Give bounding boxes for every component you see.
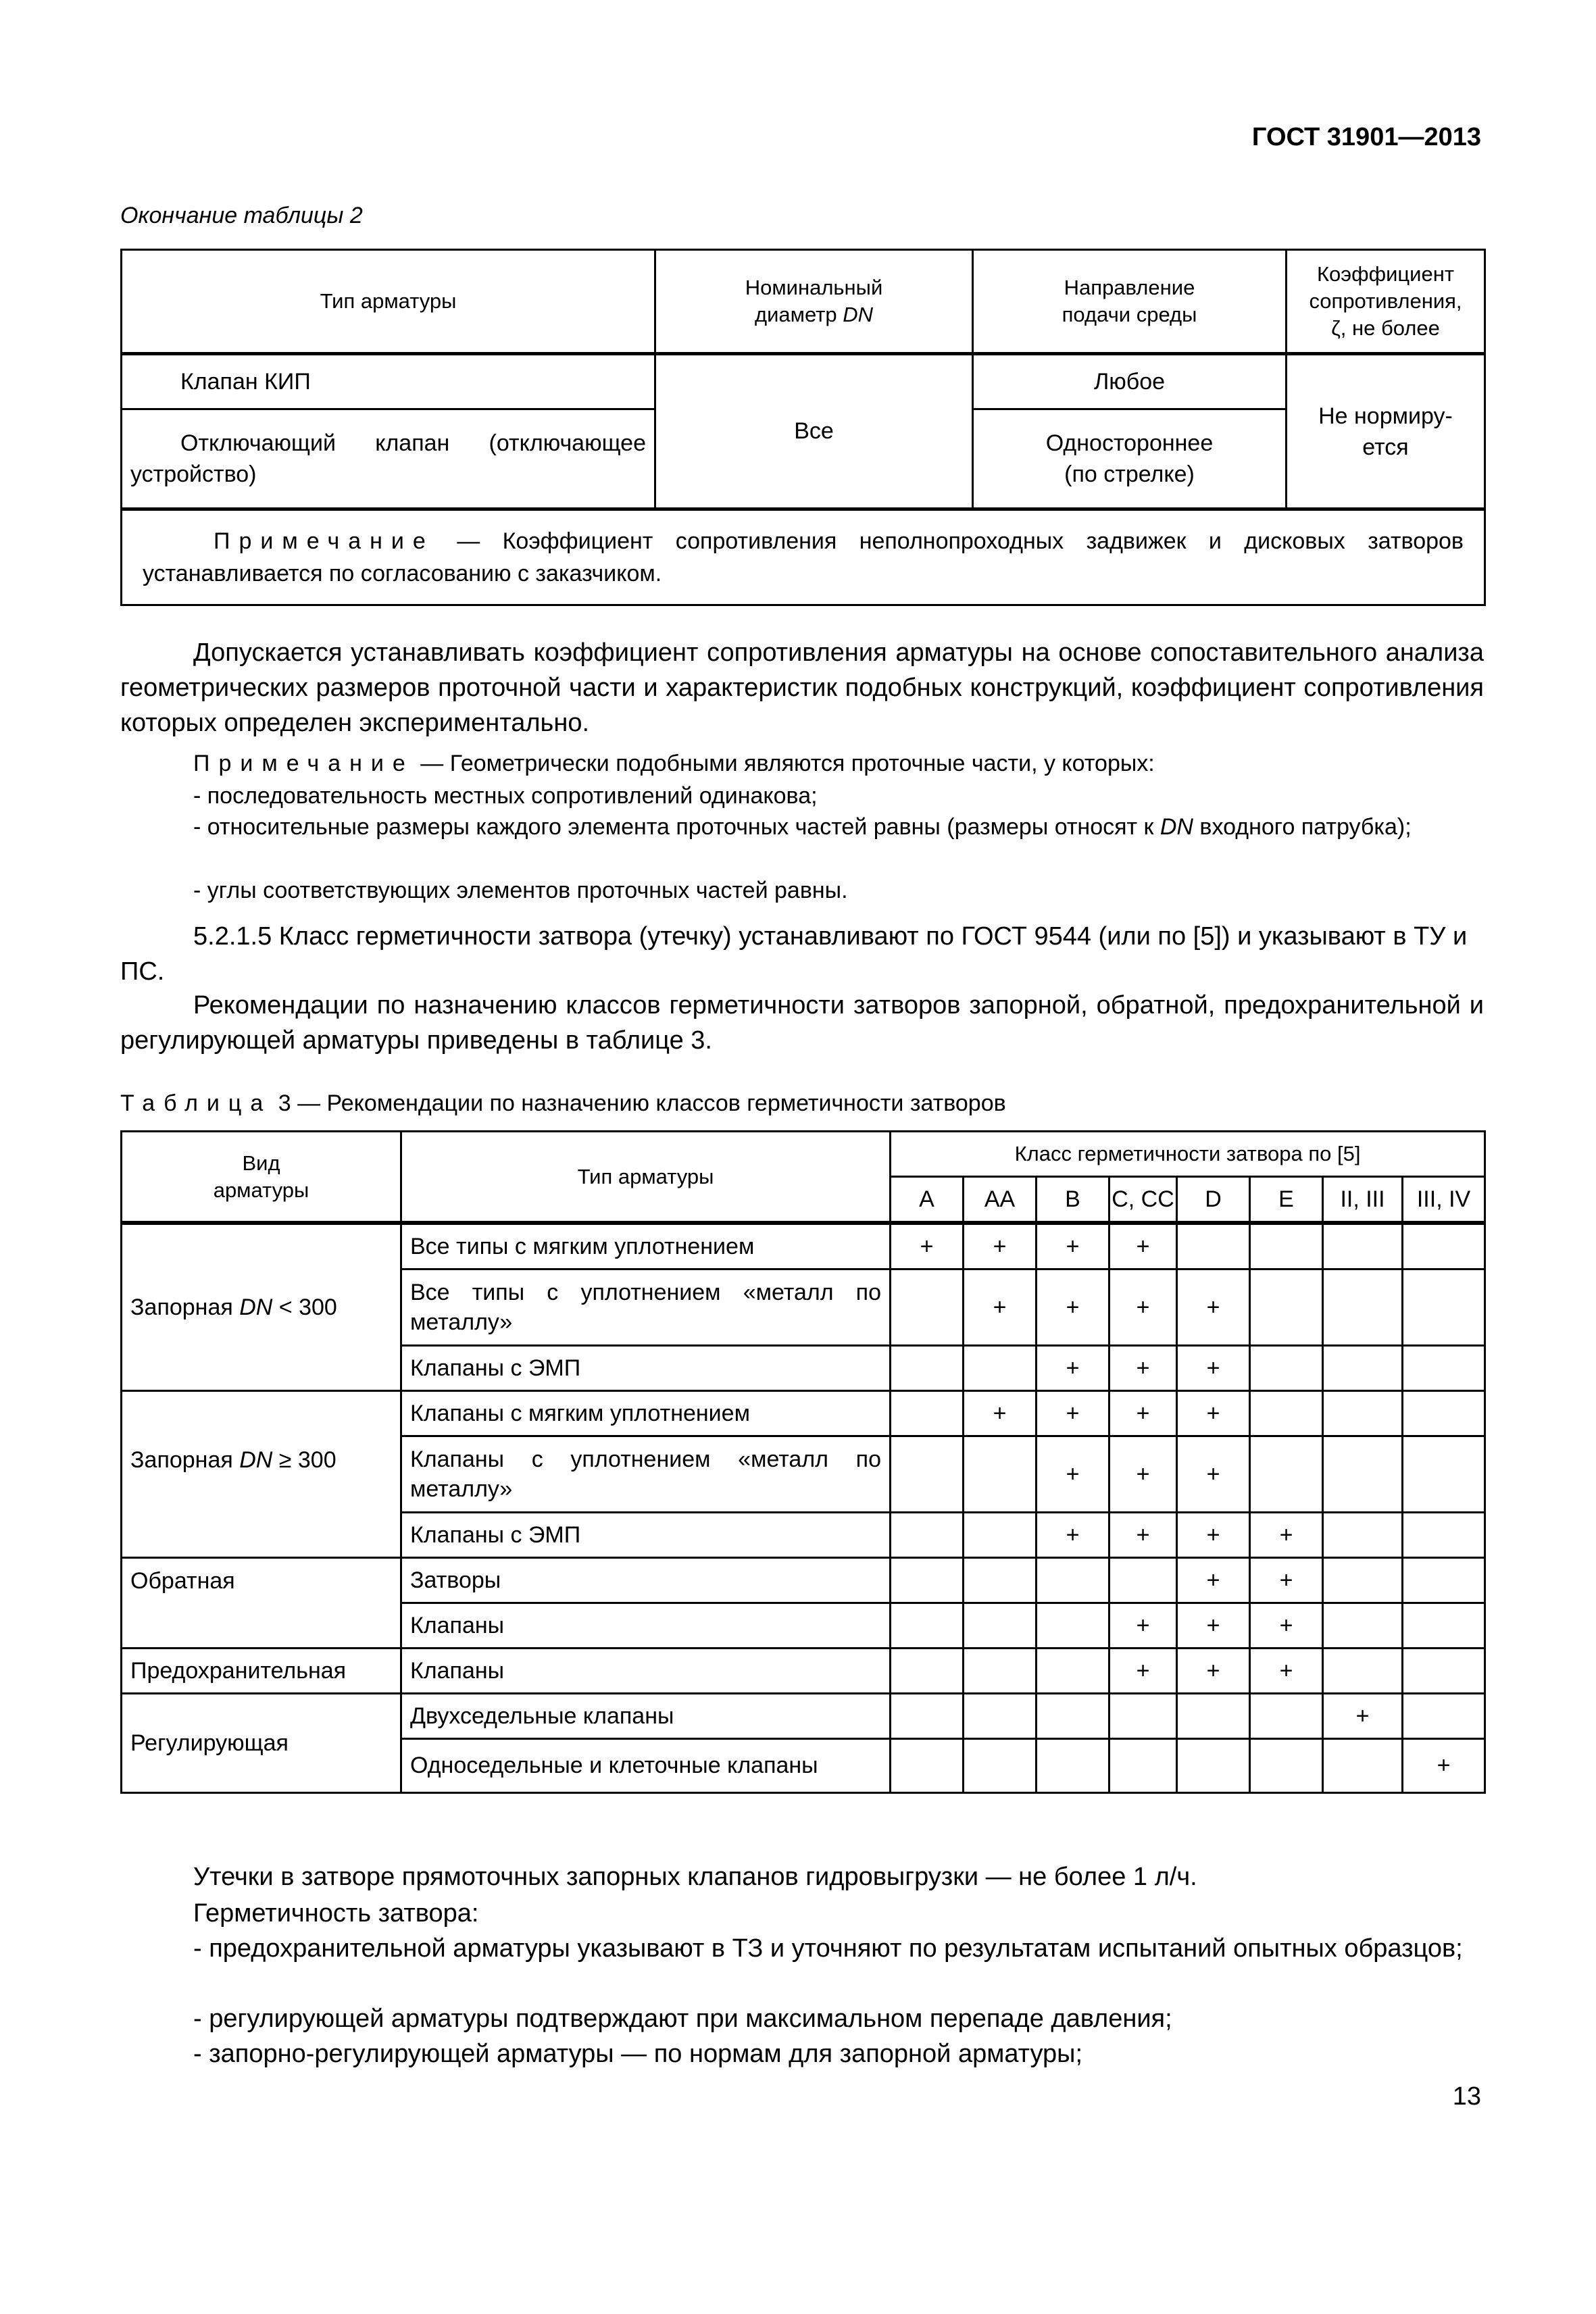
t3-row-type: Все типы с мягким уплотнением	[401, 1223, 891, 1269]
t3-mark	[1323, 1739, 1403, 1793]
paragraph-recommendations: Рекомендации по назначению классов герметичности затворов запорной, обратной, предохранительной и регулирующей арматуры приведены в таблице 3.	[120, 991, 1484, 1055]
table-3-caption: Таблица 3 — Рекомендации по назначению классов герметичности затворов	[120, 1090, 1006, 1116]
t3-mark: +	[1250, 1603, 1323, 1649]
t3-mark	[891, 1436, 964, 1513]
t3-mark	[1403, 1223, 1485, 1269]
t3-mark	[1403, 1436, 1485, 1513]
t3-row-type: Все типы с уплотнением «металл по металлу»	[401, 1269, 891, 1346]
t3-row-type: Двухседельные клапаны	[401, 1694, 891, 1739]
t3-mark: +	[1177, 1436, 1250, 1513]
t3-mark	[1250, 1436, 1323, 1513]
t3-mark	[1323, 1346, 1403, 1391]
t3-mark	[1037, 1603, 1109, 1649]
t3-mark	[964, 1513, 1037, 1558]
t3-row-type: Клапаны с ЭМП	[401, 1513, 891, 1558]
t3-mark	[1250, 1269, 1323, 1346]
t3-mark	[1037, 1739, 1109, 1793]
t3-mark: +	[1037, 1346, 1109, 1391]
t3-mark	[891, 1649, 964, 1694]
t3-mark	[1323, 1603, 1403, 1649]
t3-mark: +	[1037, 1223, 1109, 1269]
t3-mark	[1323, 1558, 1403, 1603]
t3-mark: +	[1250, 1649, 1323, 1694]
table-3	[120, 1130, 1486, 1794]
t3-mark	[891, 1694, 964, 1739]
t3-row-type: Односедельные и клеточные клапаны	[401, 1739, 891, 1793]
t3-mark	[1403, 1558, 1485, 1603]
t3-mark: +	[1250, 1513, 1323, 1558]
t3-mark	[964, 1558, 1037, 1603]
paragraph-tightness: Герметичность затвора:	[193, 1899, 479, 1928]
t3-class-d: D	[1177, 1177, 1250, 1224]
t3-mark: +	[1177, 1513, 1250, 1558]
t2-header-dn: Номинальный диаметр DN	[655, 250, 973, 354]
t2-row1-direction: Любое	[973, 354, 1287, 409]
t3-mark	[1037, 1694, 1109, 1739]
t3-mark: +	[1250, 1558, 1323, 1603]
paragraph-5-2-1-5: 5.2.1.5 Класс герметичности затвора (утечку) устанавливают по ГОСТ 9544 (или по [5]) и указывают в ТУ и ПС.	[120, 922, 1468, 986]
t3-header-vid: Вид арматуры	[122, 1132, 401, 1224]
t3-mark	[1403, 1513, 1485, 1558]
t3-mark: +	[964, 1223, 1037, 1269]
note-item-1: - последовательность местных сопротивлений одинакова;	[193, 783, 818, 809]
t3-group-shutoff-small: Запорная DN < 300	[122, 1223, 401, 1391]
t2-header-type: Тип арматуры	[122, 250, 655, 354]
t3-mark	[1403, 1649, 1485, 1694]
table-row	[122, 1391, 1485, 1436]
t3-mark: +	[1177, 1649, 1250, 1694]
t3-mark	[1403, 1269, 1485, 1346]
t2-header-direction: Направление подачи среды	[973, 250, 1287, 354]
t3-mark: +	[1037, 1269, 1109, 1346]
t3-mark	[1250, 1346, 1323, 1391]
table-row	[122, 1223, 1485, 1269]
t3-class-iii-iv: III, IV	[1403, 1177, 1485, 1224]
t3-mark: +	[1177, 1269, 1250, 1346]
t3-group-safety: Предохранительная	[122, 1649, 401, 1694]
t3-row-type: Клапаны с мягким уплотнением	[401, 1391, 891, 1436]
t3-class-e: E	[1250, 1177, 1323, 1224]
note-item-3: - углы соответствующих элементов проточных частей равны.	[193, 878, 848, 903]
t3-mark	[891, 1603, 964, 1649]
t3-class-a: A	[891, 1177, 964, 1224]
t3-mark: +	[1109, 1223, 1177, 1269]
t3-mark	[891, 1558, 964, 1603]
t3-mark: +	[1109, 1513, 1177, 1558]
t3-mark: +	[1177, 1603, 1250, 1649]
t3-mark: +	[964, 1391, 1037, 1436]
table-row	[122, 1694, 1485, 1739]
t3-mark	[1323, 1436, 1403, 1513]
paragraph-leakage: Утечки в затворе прямоточных запорных клапанов гидровыгрузки — не более 1 л/ч.	[193, 1863, 1197, 1891]
t3-mark: +	[1037, 1391, 1109, 1436]
t2-header-coef: Коэффициент сопротивления, ζ, не более	[1287, 250, 1485, 354]
paragraph-control-valves: - регулирующей арматуры подтверждают при максимальном перепаде давления;	[193, 2005, 1172, 2033]
t3-mark	[1323, 1223, 1403, 1269]
t2-note: Примечание — Коэффициент сопротивления неполнопроходных задвижек и дисковых затворов устанавливается по согласованию с заказчиком.	[122, 509, 1485, 605]
t3-mark	[891, 1513, 964, 1558]
table-2-end	[120, 249, 1486, 606]
t3-mark	[1177, 1223, 1250, 1269]
t3-header-class: Класс герметичности затвора по [5]	[891, 1132, 1485, 1177]
t3-mark: +	[1403, 1739, 1485, 1793]
t3-mark	[1403, 1391, 1485, 1436]
t3-mark	[1323, 1649, 1403, 1694]
t3-mark	[1037, 1558, 1109, 1603]
t3-mark	[1323, 1269, 1403, 1346]
t3-group-control: Регулирующая	[122, 1694, 401, 1793]
paragraph-shutoff-control-valves: - запорно-регулирующей арматуры — по нормам для запорной арматуры;	[193, 2040, 1083, 2068]
t3-mark	[1250, 1739, 1323, 1793]
document-header: ГОСТ 31901—2013	[1251, 123, 1481, 151]
t3-mark: +	[1109, 1603, 1177, 1649]
t3-mark: +	[964, 1269, 1037, 1346]
t3-mark	[964, 1346, 1037, 1391]
t3-mark	[1403, 1603, 1485, 1649]
t2-row1-type: Клапан КИП	[122, 354, 655, 409]
t3-mark	[1177, 1739, 1250, 1793]
t3-mark: +	[1323, 1694, 1403, 1739]
t3-mark	[964, 1649, 1037, 1694]
t3-mark	[891, 1391, 964, 1436]
t3-row-type: Клапаны	[401, 1649, 891, 1694]
t3-mark: +	[1109, 1346, 1177, 1391]
t3-mark	[964, 1739, 1037, 1793]
t3-mark	[1323, 1391, 1403, 1436]
t3-mark: +	[1109, 1391, 1177, 1436]
t3-mark: +	[1177, 1558, 1250, 1603]
t3-mark	[1403, 1346, 1485, 1391]
t3-mark	[964, 1603, 1037, 1649]
t3-mark	[1250, 1694, 1323, 1739]
t3-mark	[964, 1694, 1037, 1739]
t3-mark	[1403, 1694, 1485, 1739]
t3-class-c-cc: C, CC	[1109, 1177, 1177, 1224]
t3-mark	[1109, 1558, 1177, 1603]
t3-mark: +	[1037, 1436, 1109, 1513]
t3-mark	[1323, 1513, 1403, 1558]
t2-dn-value: Все	[655, 354, 973, 509]
t2-row2-type: Отключающий клапан (отключающее устройство)	[122, 409, 655, 509]
t3-mark: +	[1177, 1391, 1250, 1436]
t3-row-type: Клапаны с уплотнением «металл по металлу»	[401, 1436, 891, 1513]
t2-row2-direction: Одностороннее (по стрелке)	[973, 409, 1287, 509]
t3-mark: +	[1037, 1513, 1109, 1558]
t3-row-type: Клапаны с ЭМП	[401, 1346, 891, 1391]
note-item-2: - относительные размеры каждого элемента проточных частей равны (размеры относят к DN входного патрубка);	[193, 814, 1412, 840]
t3-mark: +	[1109, 1436, 1177, 1513]
t3-mark: +	[891, 1223, 964, 1269]
t3-mark: +	[1177, 1346, 1250, 1391]
t3-mark	[1109, 1694, 1177, 1739]
t3-mark	[891, 1346, 964, 1391]
t3-mark	[1177, 1694, 1250, 1739]
table-row	[122, 1649, 1485, 1694]
table-continuation-caption: Окончание таблицы 2	[120, 203, 363, 228]
t3-mark	[1109, 1739, 1177, 1793]
note-geometry: Примечание — Геометрически подобными являются проточные части, у которых:	[193, 751, 1155, 776]
table-row	[122, 1558, 1485, 1603]
t3-mark: +	[1109, 1269, 1177, 1346]
t3-header-type: Тип арматуры	[401, 1132, 891, 1224]
t3-mark	[1250, 1223, 1323, 1269]
t3-group-check: Обратная	[122, 1558, 401, 1649]
t2-coef-value: Не нормиру- ется	[1287, 354, 1485, 509]
paragraph-safety-valves: - предохранительной арматуры указывают в ТЗ и уточняют по результатам испытаний опытных образцов;	[193, 1934, 1463, 1963]
t3-class-b: B	[1037, 1177, 1109, 1224]
page-number: 13	[1452, 2082, 1481, 2111]
t3-mark	[891, 1269, 964, 1346]
t3-mark	[1037, 1649, 1109, 1694]
t3-group-shutoff-large: Запорная DN ≥ 300	[122, 1391, 401, 1558]
t3-row-type: Клапаны	[401, 1603, 891, 1649]
paragraph-resistance: Допускается устанавливать коэффициент сопротивления арматуры на основе сопоставительного анализа геометрических размеров проточной части и характеристик подобных конструкций, коэффициент сопротивления которых определен экспериментально.	[120, 638, 1484, 737]
t3-row-type: Затворы	[401, 1558, 891, 1603]
t3-mark	[964, 1436, 1037, 1513]
t3-class-aa: AA	[964, 1177, 1037, 1224]
t3-mark: +	[1109, 1649, 1177, 1694]
t3-mark	[1250, 1391, 1323, 1436]
t3-mark	[891, 1739, 964, 1793]
t3-class-ii-iii: II, III	[1323, 1177, 1403, 1224]
